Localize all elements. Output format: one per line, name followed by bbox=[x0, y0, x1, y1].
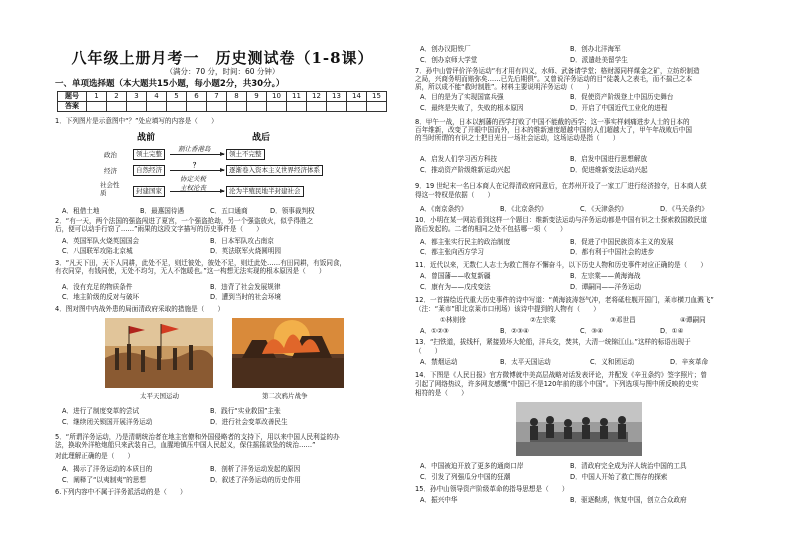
q5-option-a[interactable]: A．揭示了洋务运动的本质目的 bbox=[62, 465, 153, 473]
score-cell: 2 bbox=[107, 92, 127, 102]
q4-caption-2: 第二次鸦片战争 bbox=[262, 392, 308, 400]
answer-cell[interactable] bbox=[247, 102, 267, 112]
answer-cell[interactable] bbox=[87, 102, 107, 112]
q2-option-c[interactable]: C．八国联军攻陷北京城 bbox=[62, 247, 133, 255]
q14-option-c[interactable]: C．引发了列强瓜分中国的狂潮 bbox=[420, 473, 511, 481]
q13-stem-line-2: （ ） bbox=[415, 347, 442, 355]
q1-box-after-2: 逐渐卷入资本主义世界经济体系 bbox=[226, 165, 323, 176]
q6-option-a[interactable]: A．创办汉阳铁厂 bbox=[420, 45, 471, 53]
q1-arrow-1 bbox=[170, 154, 224, 155]
q5-option-d[interactable]: D．叙述了洋务运动的历史作用 bbox=[210, 476, 301, 484]
score-cell: 8 bbox=[227, 92, 247, 102]
answer-cell[interactable] bbox=[227, 102, 247, 112]
q14-stem-line-3: 相符的是（ ） bbox=[415, 389, 468, 397]
q9-option-a[interactable]: A．《南京条约》 bbox=[420, 205, 468, 213]
q1-arrow-label-3: 协定关税 bbox=[180, 175, 206, 183]
q1-arrow-label-4: 主权沦丧 bbox=[180, 184, 206, 192]
q1-option-b[interactable]: B．最惠国待遇 bbox=[140, 207, 185, 215]
q1-option-d[interactable]: D．领事裁判权 bbox=[270, 207, 315, 215]
q3-stem-line-1: 3．“凡天下田，天下人同耕，此处不足，则迁彼处，彼处不足，则迁此处……有田同耕，有饭同食， bbox=[55, 259, 347, 267]
score-cell: 12 bbox=[307, 92, 327, 102]
score-cell: 3 bbox=[127, 92, 147, 102]
q13-option-b[interactable]: B．太平天国运动 bbox=[500, 358, 551, 366]
q15-option-a[interactable]: A．振兴中华 bbox=[420, 496, 458, 504]
q9-stem-line-1: 9．19 世纪末一名日本商人在记得清政府同意后，在苏州开设了一家工厂进行经济掠夺，日本商人获 bbox=[415, 182, 707, 190]
q1-arrow-label-2: ？ bbox=[193, 161, 200, 169]
q1-box-before-1: 领土完整 bbox=[133, 149, 165, 160]
q4-image-opium-war bbox=[232, 318, 344, 388]
q10-stem-line-2: 路后发起的。二者的相同之处不包括哪一项（ ） bbox=[415, 225, 567, 233]
score-cell: 9 bbox=[247, 92, 267, 102]
score-cell: 7 bbox=[207, 92, 227, 102]
q3-option-a[interactable]: A．没有充足的物质条件 bbox=[62, 283, 133, 291]
q4-stem: 4．图对图中内战外患的局面清政府采取的措施是（ ） bbox=[55, 305, 225, 313]
q2-option-b[interactable]: B．日本军队攻占南京 bbox=[210, 237, 274, 245]
score-cell: 4 bbox=[147, 92, 167, 102]
answer-cell[interactable] bbox=[127, 102, 147, 112]
q1-box-after-1: 领土不完整 bbox=[226, 149, 265, 160]
q1-stem: 1．下列图片是示意图中“？”处应填写的内容是（ ） bbox=[55, 117, 218, 125]
score-cell: 5 bbox=[167, 92, 187, 102]
q1-row-politics: 政治 bbox=[104, 151, 117, 159]
answer-cell[interactable] bbox=[347, 102, 367, 112]
q6-option-b[interactable]: B．创办北洋海军 bbox=[570, 45, 621, 53]
q8-stem-line-2: 百年维新，改变了开眼中国而外，日本的维新速度超越中国的人们超越大了，甲午年战败后中国 bbox=[415, 126, 692, 134]
q10-option-b[interactable]: B．促进了中国民族资本主义的发展 bbox=[570, 238, 674, 246]
q7-stem-line-3: 质，所以成不能“救时制胜”。材料主要说明洋务运动（ ） bbox=[415, 83, 594, 91]
q6-option-c[interactable]: C．创办京师大学堂 bbox=[420, 56, 478, 64]
q4-option-d[interactable]: D．进行社会变革改善民生 bbox=[210, 418, 288, 426]
answer-cell[interactable] bbox=[327, 102, 347, 112]
answer-cell[interactable] bbox=[267, 102, 287, 112]
q12-item-3: ③邓世昌 bbox=[610, 316, 636, 324]
q13-stem-line-1: 13．“扫铁道，拔线杆，紧接毁坏大轮船，洋兵交，焚其，大清一统锦江山。”这样的标语出现于 bbox=[415, 338, 691, 346]
q8-option-c[interactable]: C．推动资产阶级维新运动兴起 bbox=[420, 166, 511, 174]
q2-option-d[interactable]: D．英法联军火烧圆明园 bbox=[210, 247, 282, 255]
q5-option-c[interactable]: C．阐释了“以夷制夷”的思想 bbox=[62, 476, 146, 484]
answer-cell[interactable] bbox=[287, 102, 307, 112]
answer-cell[interactable] bbox=[147, 102, 167, 112]
score-table bbox=[57, 91, 387, 112]
q7-stem-line-2: 之局，兴商务明而赔弥矣……已先后期俱”。又曾说洋务运动的目“徒袭人之表毛，而不揣己之本 bbox=[415, 75, 693, 83]
q5-option-b[interactable]: B．剖析了洋务运动发起的原因 bbox=[210, 465, 301, 473]
score-cell: 13 bbox=[327, 92, 347, 102]
q7-option-d[interactable]: D．开启了中国近代工业化的进程 bbox=[570, 104, 668, 112]
answer-cell[interactable] bbox=[307, 102, 327, 112]
q5-stem-line-3: 对此理解正确的是（ ） bbox=[55, 452, 135, 460]
q12-stem-line-2: （注：“莱市”即北京莱市口刑场）该诗中提到的人物有（ ） bbox=[415, 305, 600, 313]
q7-option-c[interactable]: C．最终是失败了，失败的根本原因 bbox=[420, 104, 524, 112]
score-row-label: 题号 bbox=[58, 92, 87, 102]
score-cell: 15 bbox=[367, 92, 387, 102]
q7-option-a[interactable]: A．目的是为了实现国富兵强 bbox=[420, 93, 504, 101]
q14-option-b[interactable]: B．清政府完全成为洋人统治中国的工具 bbox=[570, 462, 687, 470]
q1-option-c[interactable]: C．五口通商 bbox=[210, 207, 248, 215]
q2-stem-line-2: 后，便可以动手行窃了……”雨果的这段文字描写的历史事件是（ ） bbox=[55, 225, 263, 233]
q12-option-d[interactable]: D．①④ bbox=[660, 327, 684, 335]
q8-stem-line-1: 8．甲午一战，日本以割藩的西学打败了中国不能截的西学；这一事实样刺痛进步人士的日本的 bbox=[415, 118, 690, 126]
q11-option-c[interactable]: C．康有为——戊戌变法 bbox=[420, 283, 491, 291]
q12-item-1: ①林则徐 bbox=[440, 316, 466, 324]
q11-option-a[interactable]: A．曾国藩——收复新疆 bbox=[420, 272, 491, 280]
q12-option-a[interactable]: A．①②③ bbox=[420, 327, 449, 335]
q10-option-d[interactable]: D．都有利于中国社会的进步 bbox=[570, 248, 655, 256]
q15-option-b[interactable]: B．驱逐鞑虏，恢复中国，创立合众政府 bbox=[570, 496, 687, 504]
q1-arrow-3 bbox=[170, 191, 224, 192]
section-heading: 一、单项选择题（本大题共15小题，每小题2分，共30分。） bbox=[55, 79, 285, 89]
score-cell: 14 bbox=[347, 92, 367, 102]
q8-option-a[interactable]: A．启发人们学习西方科技 bbox=[420, 155, 498, 163]
score-row-numbers bbox=[58, 92, 387, 102]
q4-image-taiping bbox=[105, 318, 213, 388]
q8-option-d[interactable]: D．促进维新变法运动兴起 bbox=[570, 166, 648, 174]
q2-stem-line-1: 2．“有一天，两个法国的强盗闯进了夏宫，一个强盗抢劫，另一个强盗放火，似乎得胜之 bbox=[55, 217, 314, 225]
q4-option-a[interactable]: A．进行了制度变革的尝试 bbox=[62, 407, 140, 415]
q14-option-d[interactable]: D．中国人开始了救亡图存的探索 bbox=[570, 473, 668, 481]
q7-option-b[interactable]: B．促使资产阶级登上中国历史舞台 bbox=[570, 93, 674, 101]
q3-option-b[interactable]: B．违背了社会发展规律 bbox=[210, 283, 281, 291]
q14-stem-line-2: 引起了网络热议，许多网友感慨“中国已不是120年前的那个中国”。下列选项与图中所反映的史实 bbox=[415, 380, 699, 388]
q1-box-after-3: 沦为半殖民地半封建社会 bbox=[226, 186, 304, 197]
q3-option-c[interactable]: C．地主阶级的反对与破坏 bbox=[62, 293, 140, 301]
q14-option-a[interactable]: A．中国被迫开放了更多的通商口岸 bbox=[420, 462, 524, 470]
q14-image-treaty-signing bbox=[516, 402, 642, 456]
q1-before-label: 战前 bbox=[137, 133, 156, 143]
q6-option-d[interactable]: D．派遣赴美留学生 bbox=[570, 56, 628, 64]
q1-row-society: 社会性质 bbox=[100, 181, 120, 197]
q14-stem-line-1: 14．下图是《人民日报》官方微博就中美高层战略对话发表评论，并配发《辛丑条约》签字照片；曾 bbox=[415, 371, 707, 379]
score-cell: 6 bbox=[187, 92, 207, 102]
q9-option-d[interactable]: D．《马关条约》 bbox=[660, 205, 708, 213]
q8-stem-line-3: 的当时所谓的有识之士把目光日一场社会运动，这场运动是指（ ） bbox=[415, 134, 620, 142]
score-cell: 11 bbox=[287, 92, 307, 102]
answer-cell[interactable] bbox=[167, 102, 187, 112]
q10-stem-line-1: 10．小明在某一网站看到这样一个题目：维新变法运动与洋务运动都是中国有识之士探索救国救民道 bbox=[415, 216, 707, 224]
q12-stem-line-1: 12．一首描绘近代重大历史事件的诗中写道：“黄海波涛怒气冲，老将砥柱舰开国门，莱市横刀血溅飞” bbox=[415, 296, 714, 304]
score-row-answers bbox=[58, 102, 387, 112]
q1-arrow-label-1: 割让香港岛 bbox=[178, 145, 211, 153]
q13-option-a[interactable]: A．禁烟运动 bbox=[420, 358, 458, 366]
q6-stem: 6.下列内容中不属于洋务派活动的是（ ） bbox=[55, 488, 187, 496]
q15-stem: 15．孙中山领导资产阶级革命的指导思想是（ ） bbox=[415, 485, 569, 493]
answer-cell[interactable] bbox=[107, 102, 127, 112]
q1-box-before-2: 自然经济 bbox=[133, 165, 165, 176]
q4-caption-1: 太平天国运动 bbox=[140, 392, 179, 400]
q13-option-d[interactable]: D．辛亥革命 bbox=[670, 358, 709, 366]
q11-option-b[interactable]: B．左宗棠——黄海海战 bbox=[570, 272, 641, 280]
q1-arrow-2 bbox=[170, 170, 224, 171]
answer-cell[interactable] bbox=[187, 102, 207, 112]
answer-row-label: 答案 bbox=[58, 102, 87, 112]
q12-item-2: ②左宗棠 bbox=[530, 316, 556, 324]
q11-stem: 11．近代以来，无数仁人志士为救亡图存不懈奋斗，以下历史人物和历史事件对应正确的是（ ） bbox=[415, 261, 707, 269]
q1-option-a[interactable]: A．租借土地 bbox=[62, 207, 100, 215]
score-cell: 10 bbox=[267, 92, 287, 102]
q8-option-b[interactable]: B．启发中国进行思想解放 bbox=[570, 155, 648, 163]
q5-stem-line-1: 5．“所谓洋务运动，乃是清朝统治者在地主官僚和外国侵略者的支持下，用以来中国人民利益的办 bbox=[55, 433, 340, 441]
exam-meta: （满分：70 分，时间：60 分钟） bbox=[165, 67, 280, 76]
q1-after-label: 战后 bbox=[252, 133, 271, 143]
q4-option-c[interactable]: C．继续闭关锁国开展洋务运动 bbox=[62, 418, 153, 426]
q3-stem-line-2: 有衣同穿，有钱同使，无处不均匀，无人不饱暖也。”这一构想无法实现的根本原因是（ ） bbox=[55, 267, 326, 275]
q4-option-b[interactable]: B．践行“实业救国”主张 bbox=[210, 407, 281, 415]
q9-stem-line-2: 得这一特权是依据（ ） bbox=[415, 191, 495, 199]
page-title: 八年级上册月考一 历史测试卷（1-8课） bbox=[71, 49, 374, 67]
q10-option-c[interactable]: C．都主张向西方学习 bbox=[420, 248, 484, 256]
q12-option-b[interactable]: B．②③④ bbox=[500, 327, 529, 335]
q1-box-before-3: 封建国家 bbox=[133, 186, 165, 197]
q12-item-4: ④谭嗣同 bbox=[680, 316, 706, 324]
q3-option-d[interactable]: D．遭到当时的社会环境 bbox=[210, 293, 282, 301]
q5-stem-line-2: 法，换取外洋枪炮船只来武装自己，血腥地镇压中国人民起义，保住摇摇欲坠的统治……” bbox=[55, 441, 316, 449]
q7-stem-line-1: 7．孙中山曾评价洋务运动“有才用有四义，水师、武备请学堂；格财源同样煤金之矿，立纺织制造 bbox=[415, 67, 700, 75]
q2-option-a[interactable]: A．英国军队火烧英国国会 bbox=[62, 237, 140, 245]
q9-option-c[interactable]: C．《天津条约》 bbox=[580, 205, 628, 213]
score-cell: 1 bbox=[87, 92, 107, 102]
q13-option-c[interactable]: C．义和团运动 bbox=[590, 358, 635, 366]
q11-option-d[interactable]: D．谭嗣同——洋务运动 bbox=[570, 283, 642, 291]
q1-row-economy: 经济 bbox=[104, 167, 117, 175]
q9-option-b[interactable]: B．《北京条约》 bbox=[500, 205, 548, 213]
answer-cell[interactable] bbox=[207, 102, 227, 112]
answer-cell[interactable] bbox=[367, 102, 387, 112]
q10-option-a[interactable]: A．都主张实行民主的政治制度 bbox=[420, 238, 511, 246]
q12-option-c[interactable]: C．③④ bbox=[580, 327, 604, 335]
